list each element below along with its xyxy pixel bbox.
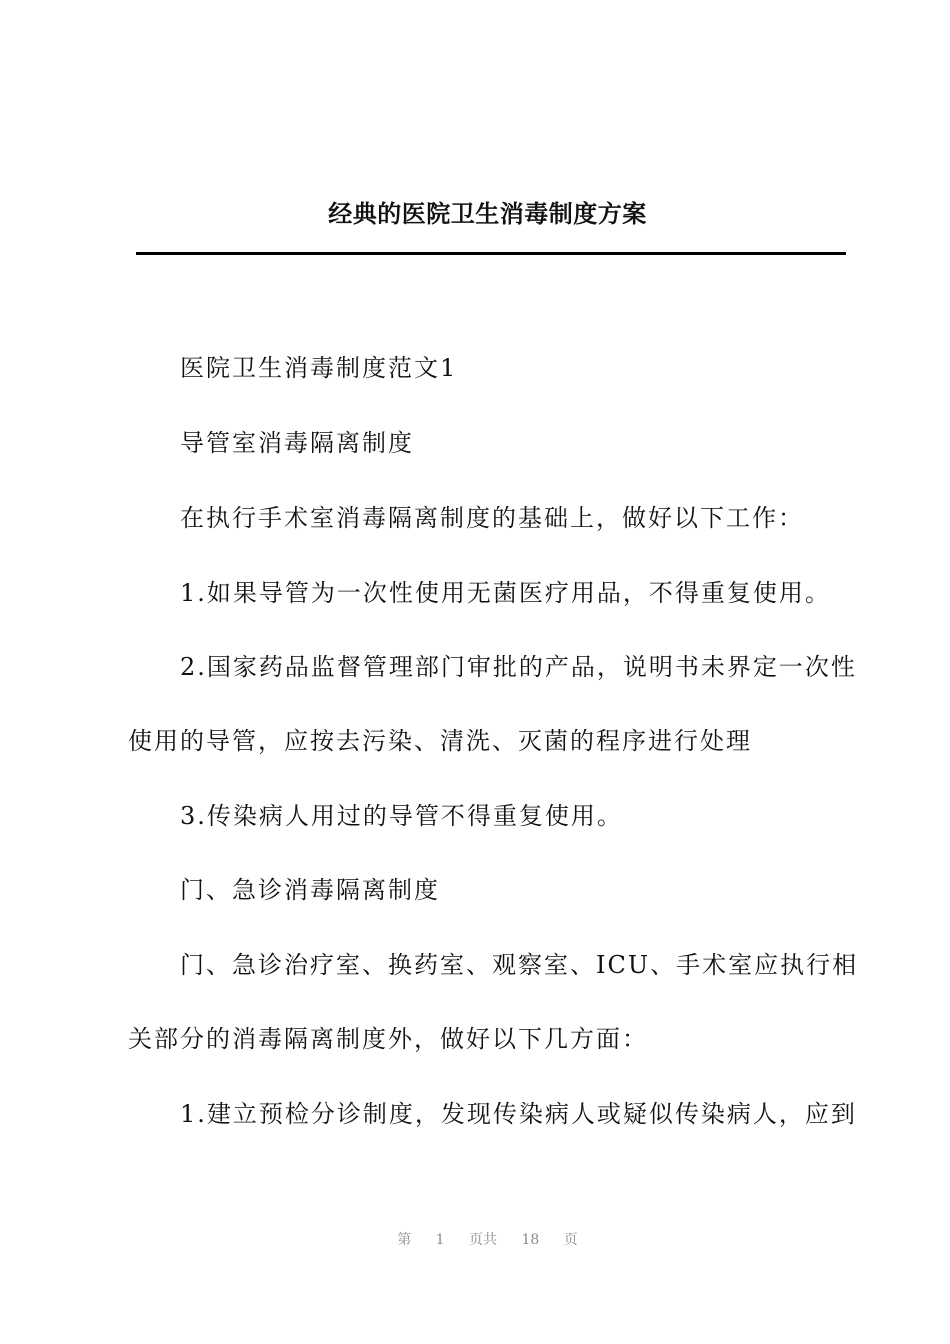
paragraph: 2.国家药品监督管理部门审批的产品，说明书未界定一次性 [180,653,857,681]
paragraph: 在执行手术室消毒隔离制度的基础上，做好以下工作： [180,504,804,532]
paragraph: 导管室消毒隔离制度 [180,429,414,457]
paragraph: 1.如果导管为一次性使用无菌医疗用品，不得重复使用。 [180,579,831,607]
title-divider [136,252,846,255]
footer-total-pages: 18 [521,1232,540,1248]
footer-current-page: 1 [435,1232,445,1248]
paragraph: 医院卫生消毒制度范文1 [180,354,458,382]
paragraph: 关部分的消毒隔离制度外，做好以下几方面： [128,1025,648,1053]
paragraph: 门、急诊消毒隔离制度 [180,876,440,904]
paragraph: 1.建立预检分诊制度，发现传染病人或疑似传染病人，应到 [180,1100,857,1128]
paragraph: 使用的导管，应按去污染、清洗、灭菌的程序进行处理 [128,727,752,755]
page-footer [0,1229,950,1249]
paragraph: 3.传染病人用过的导管不得重复使用。 [180,802,623,830]
footer-label-end: 页 [563,1232,578,1248]
footer-label-page: 第 [397,1232,412,1248]
page-title: 经典的医院卫生消毒制度方案 [328,200,647,228]
paragraph: 门、急诊治疗室、换药室、观察室、ICU、手术室应执行相 [180,951,859,979]
footer-label-of: 页共 [469,1232,498,1248]
